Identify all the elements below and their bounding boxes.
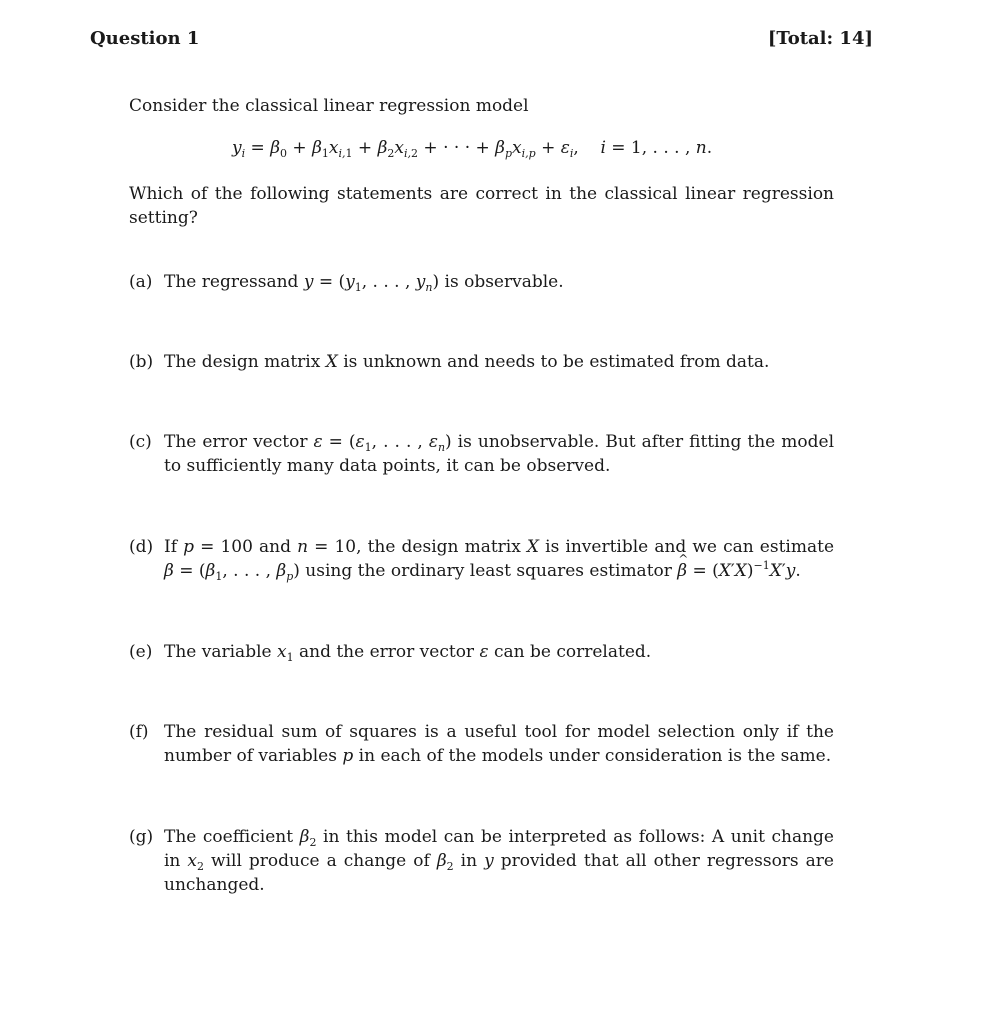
- option-label: (g): [129, 827, 154, 847]
- option-d: [129, 535, 834, 583]
- option-g: [129, 825, 834, 897]
- question-header: [90, 28, 873, 54]
- regression-equation: $y_i = \beta_0 + \beta_1x_{i,1} + \beta_2x_{i,2}$ + · · · + $\beta_px_{i,p} + \varepsilon_i$, i = 1, . . . , n.: [232, 138, 713, 160]
- total-marks: [Total: 14]: [767, 28, 873, 49]
- question-text: Which of the following statements are correct in the classical linear regression setting?: [129, 184, 834, 228]
- option-text: The coefficient $\beta_2$ in this model can be interpreted as follows: A unit change in $x_2$ will produce a change of $\beta_2$ in y provided that all other regressors are unchanged.: [164, 827, 834, 895]
- option-f: [129, 720, 834, 768]
- option-label: (e): [129, 642, 153, 662]
- option-text: The design matrix X is unknown and needs to be estimated from data.: [164, 352, 770, 372]
- option-b: [129, 350, 834, 374]
- option-text: The error vector $\varepsilon = (\varepsilon_1$, . . . , $\varepsilon_n$) is unobservable. But after fitting the model to sufficiently many data points, it can be observed.: [164, 432, 835, 476]
- option-label: (f): [129, 722, 149, 742]
- option-text: The residual sum of squares is a useful tool for model selection only if the number of variables p in each of the models under consideration is the same.: [164, 722, 834, 766]
- intro-text: Consider the classical linear regression model: [129, 96, 529, 116]
- option-a: [129, 270, 834, 294]
- option-text: If p = 100 and n = 10, the design matrix X is invertible and we can estimate $\beta = (\beta_1$, . . . , $\beta_p$) using the ordinary least squares estimator ^ $\beta = (X'X)^{-1}X'y$.: [164, 535, 834, 583]
- option-label: (b): [129, 352, 154, 372]
- option-text: The regressand $y = (y_1$, . . . , $y_n$) is observable.: [164, 272, 564, 294]
- option-e: [129, 640, 834, 664]
- option-label: (a): [129, 272, 153, 292]
- option-c: [129, 430, 834, 478]
- option-label: (c): [129, 432, 152, 452]
- question-title: Question 1: [90, 28, 200, 49]
- option-text: The variable $x_1$ and the error vector ε can be correlated.: [164, 642, 652, 664]
- option-label: (d): [129, 537, 154, 557]
